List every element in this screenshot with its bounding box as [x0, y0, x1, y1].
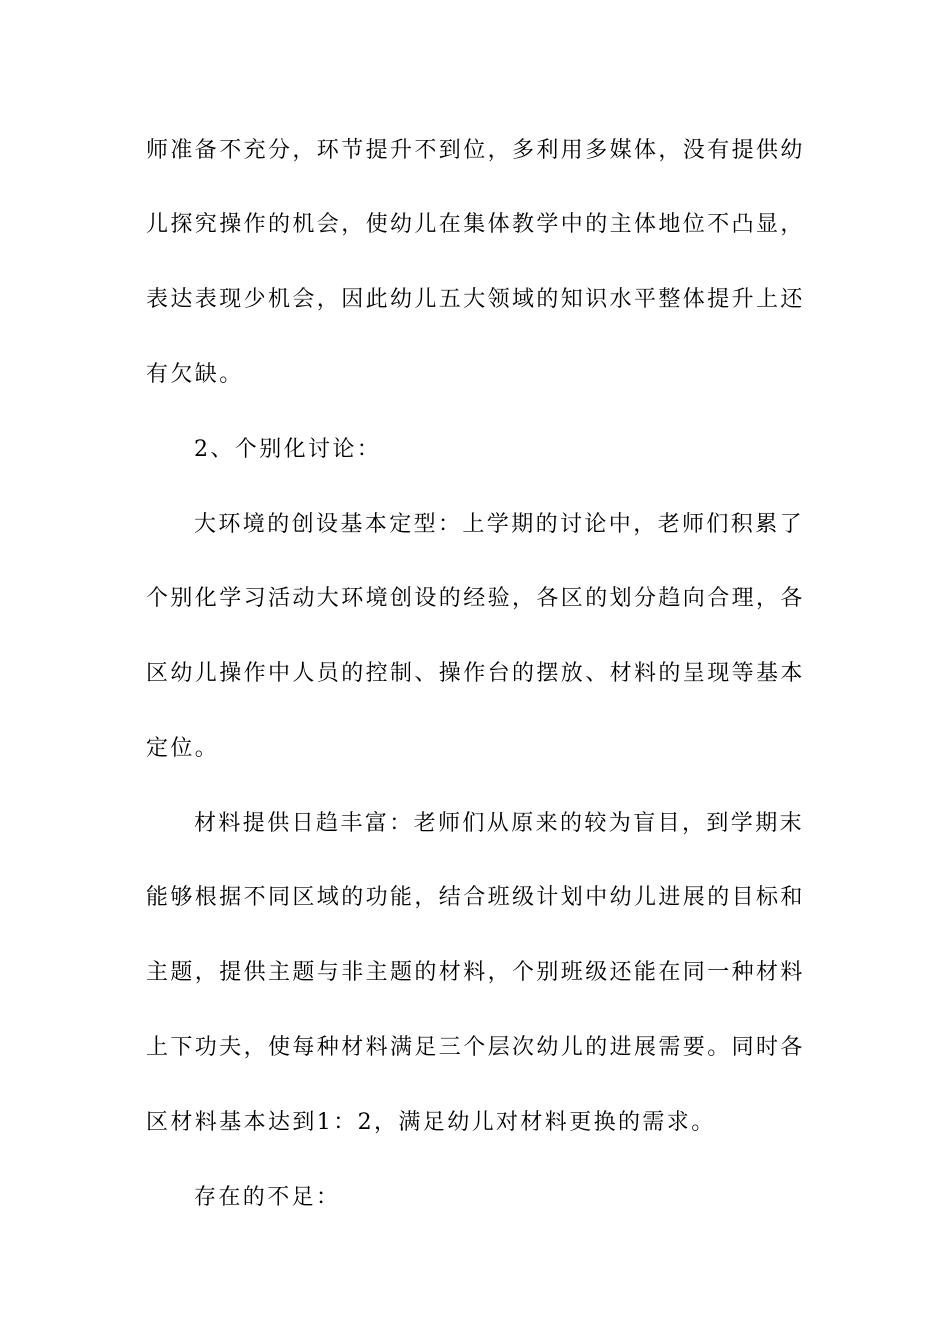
section-heading-individualized-discussion: 2、个别化讨论：	[194, 437, 382, 462]
text-line-7: 个别化学习活动大环境创设的经验，各区的划分趋向合理，各	[146, 586, 805, 611]
text-line-11: 能够根据不同区域的功能，结合班级计划中幼儿进展的目标和	[146, 885, 805, 910]
text-line-10: 材料提供日趋丰富：老师们从原来的较为盲目，到学期末	[194, 811, 805, 836]
text-line-14: 区材料基本达到1：2，满足幼儿对材料更换的需求。	[146, 1110, 716, 1135]
text-line-4: 有欠缺。	[146, 362, 244, 387]
text-line-3: 表达表现少机会，因此幼儿五大领域的知识水平整体提升上还	[146, 287, 805, 312]
text-line-12: 主题，提供主题与非主题的材料，个别班级还能在同一种材料	[146, 960, 805, 985]
section-heading-shortcomings: 存在的不足：	[194, 1185, 341, 1210]
text-line-8: 区幼儿操作中人员的控制、操作台的摆放、材料的呈现等基本	[146, 661, 805, 686]
text-line-6: 大环境的创设基本定型：上学期的讨论中，老师们积累了	[194, 512, 805, 537]
text-line-9: 定位。	[146, 736, 220, 761]
text-line-1: 师准备不充分，环节提升不到位，多利用多媒体，没有提供幼	[146, 138, 805, 163]
text-line-2: 儿探究操作的机会，使幼儿在集体教学中的主体地位不凸显，	[146, 212, 805, 237]
text-line-13: 上下功夫，使每种材料满足三个层次幼儿的进展需要。同时各	[146, 1035, 805, 1060]
